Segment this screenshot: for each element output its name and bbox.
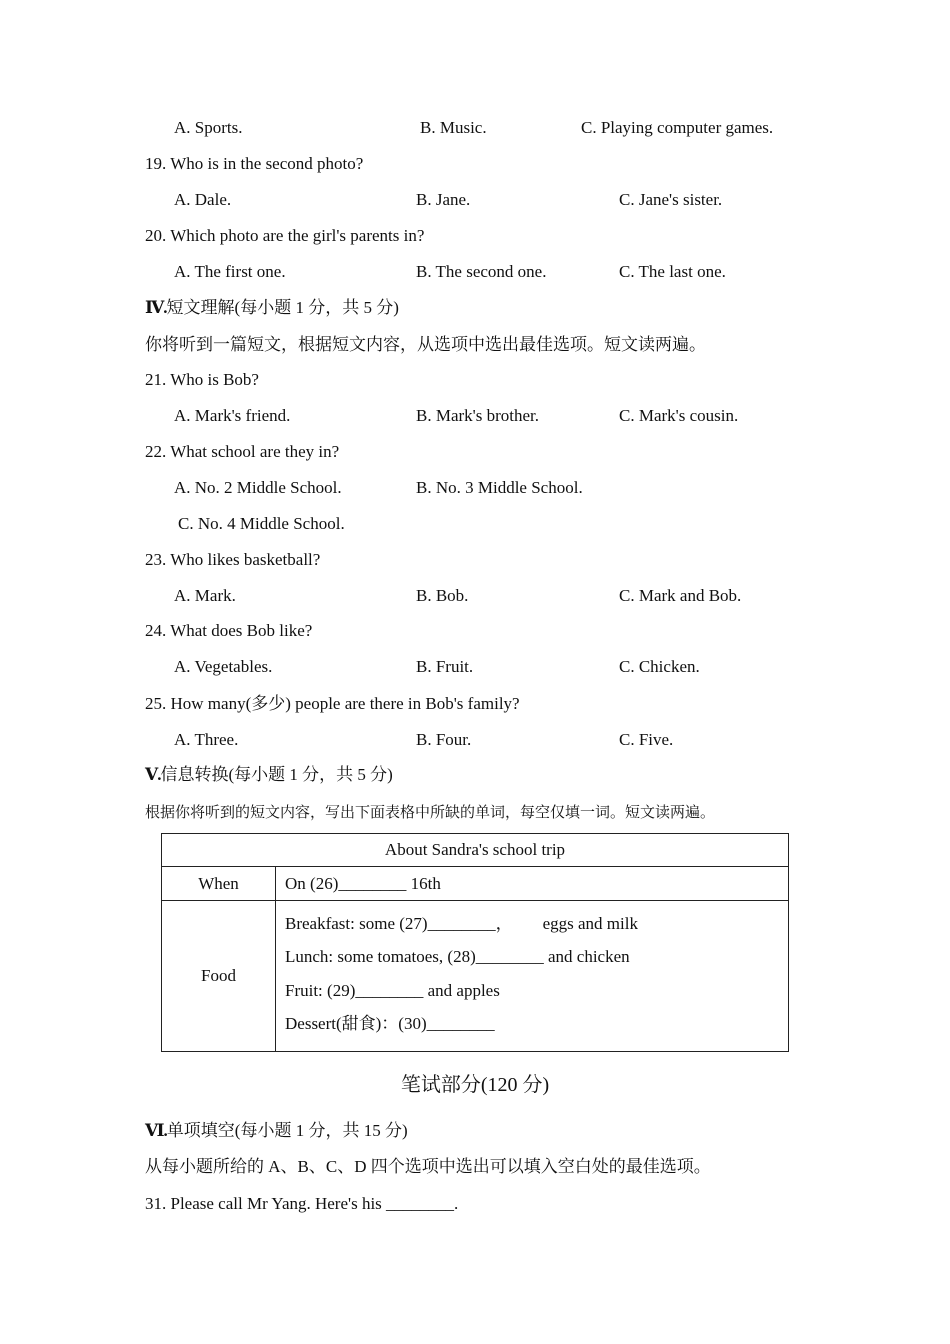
- section-6-instruction: 从每小题所给的 A、B、C、D 四个选项中选出可以填入空白处的最佳选项。: [145, 1157, 711, 1176]
- q19-option-b: B. Jane.: [416, 190, 471, 209]
- q23-option-b: B. Bob.: [416, 586, 469, 605]
- q20-question: 20. Which photo are the girl's parents in?: [145, 226, 425, 245]
- q23-question: 23. Who likes basketball?: [145, 550, 321, 569]
- q25-option-b: B. Four.: [416, 730, 472, 749]
- section-4-heading: [145, 297, 399, 319]
- q21-option-b: B. Mark's brother.: [416, 406, 539, 425]
- section-4-title: 短文理解(每小题 1 分，共 5 分): [166, 298, 399, 317]
- q24-option-a: A. Vegetables.: [174, 657, 273, 676]
- food-lunch: Lunch: some tomatoes, (28)________ and chicken: [285, 947, 630, 967]
- section-5-heading: [145, 764, 393, 786]
- q23-option-c: C. Mark and Bob.: [619, 586, 742, 605]
- q23-option-a: A. Mark.: [174, 586, 236, 605]
- q18-option-b: B. Music.: [420, 118, 487, 137]
- table-title-row: [162, 834, 789, 867]
- q25-option-c: C. Five.: [619, 730, 674, 749]
- school-trip-table: [161, 833, 789, 1052]
- q31-question: 31. Please call Mr Yang. Here's his ________.: [145, 1194, 459, 1213]
- q21-question: 21. Who is Bob?: [145, 370, 259, 389]
- section-5-instruction: 根据你将听到的短文内容，写出下面表格中所缺的单词，每空仅填一词。短文读两遍。: [145, 805, 716, 821]
- q25-option-a: A. Three.: [174, 730, 239, 749]
- q19-option-a: A. Dale.: [174, 190, 232, 209]
- q24-option-b: B. Fruit.: [416, 657, 474, 676]
- section-5-number: Ⅴ.: [145, 765, 161, 784]
- q18-option-a: A. Sports.: [174, 118, 243, 137]
- breakfast-rest: eggs and milk: [542, 913, 638, 933]
- breakfast-blank: Breakfast: some (27)________，: [285, 913, 513, 933]
- table-row-when: [162, 867, 789, 901]
- table-row-food: [162, 901, 789, 1052]
- section-6-title: 单项填空(每小题 1 分，共 15 分): [166, 1121, 408, 1140]
- when-value: On (26)________ 16th: [276, 867, 789, 901]
- section-4-number: Ⅳ.: [145, 298, 167, 317]
- q18-option-c: C. Playing computer games.: [581, 118, 774, 137]
- when-label: When: [162, 867, 276, 901]
- food-cell: [276, 901, 789, 1052]
- section-6-number: Ⅵ.: [145, 1121, 167, 1140]
- table-title: About Sandra's school trip: [162, 834, 789, 867]
- q20-option-c: C. The last one.: [619, 262, 726, 281]
- q22-option-b: B. No. 3 Middle School.: [416, 478, 583, 497]
- food-breakfast: [285, 907, 788, 941]
- section-4-instruction: 你将听到一篇短文，根据短文内容，从选项中选出最佳选项。短文读两遍。: [145, 335, 706, 354]
- q25-question: 25. How many(多少) people are there in Bob's family?: [145, 694, 520, 713]
- section-5-title: 信息转换(每小题 1 分，共 5 分): [160, 765, 393, 784]
- q22-question: 22. What school are they in?: [145, 442, 340, 461]
- q21-option-a: A. Mark's friend.: [174, 406, 291, 425]
- q19-question: 19. Who is in the second photo?: [145, 154, 364, 173]
- food-dessert: Dessert(甜食)：(30)________: [285, 1014, 495, 1034]
- q19-option-c: C. Jane's sister.: [619, 190, 723, 209]
- q20-option-a: A. The first one.: [174, 262, 286, 281]
- q24-question: 24. What does Bob like?: [145, 621, 313, 640]
- food-label: Food: [162, 901, 276, 1052]
- written-part-title: 笔试部分(120 分): [400, 1074, 550, 1096]
- q22-option-c: C. No. 4 Middle School.: [178, 514, 345, 533]
- food-fruit: Fruit: (29)________ and apples: [285, 980, 500, 1000]
- q22-option-a: A. No. 2 Middle School.: [174, 478, 342, 497]
- q24-option-c: C. Chicken.: [619, 657, 700, 676]
- q20-option-b: B. The second one.: [416, 262, 547, 281]
- q21-option-c: C. Mark's cousin.: [619, 406, 739, 425]
- section-6-heading: [145, 1120, 408, 1142]
